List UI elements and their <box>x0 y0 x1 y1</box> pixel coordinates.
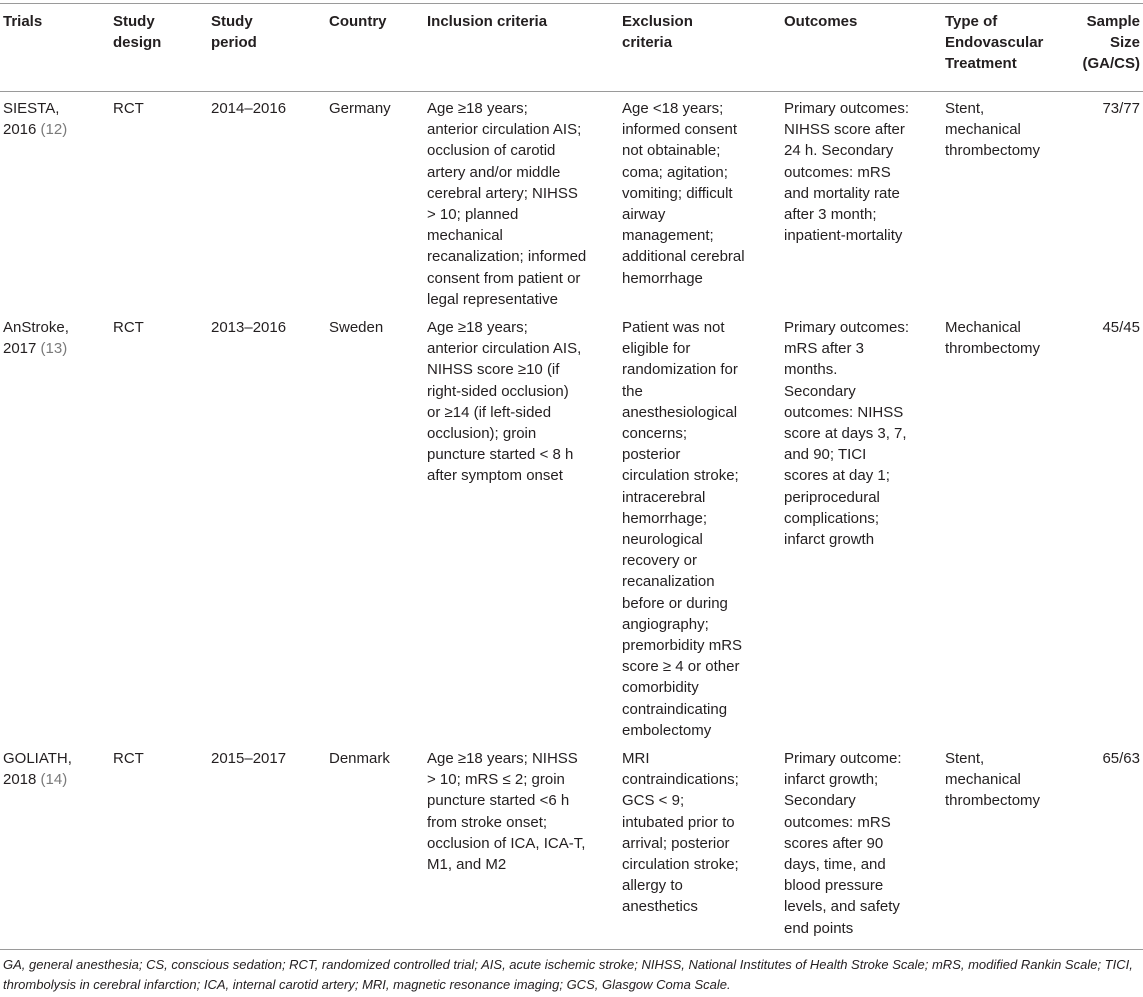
header-exclusion-criteria: Exclusion criteria <box>622 13 693 52</box>
row-siesta-country: Germany <box>329 100 391 117</box>
row-goliath-trial <box>3 748 72 790</box>
row-siesta-inclusion: Age ≥18 years; anterior circulation AIS; occlusion of carotid artery and/or middle cerebral artery; NIHSS > 10; planned mechanical recanalization; informed consent from patient or legal representative <box>427 100 587 308</box>
reference-link[interactable]: (13) <box>40 340 68 358</box>
header-treatment-type: Type of Endovascular Treatment <box>945 13 1044 73</box>
header-country: Country <box>329 13 387 30</box>
header-study-design: Study design <box>113 13 162 52</box>
row-siesta-trial <box>3 98 67 140</box>
row-goliath-treatment: Stent, mechanical thrombectomy <box>945 750 1041 810</box>
table-top-rule <box>0 3 1143 4</box>
row-siesta-sample: 73/77 <box>1102 100 1140 117</box>
row-goliath-period: 2015–2017 <box>211 750 287 767</box>
row-goliath-sample: 65/63 <box>1102 750 1140 767</box>
trial-name: AnStroke, 2017 <box>3 319 69 358</box>
row-anstroke-trial <box>3 317 69 359</box>
row-goliath-inclusion: Age ≥18 years; NIHSS > 10; mRS ≤ 2; groin puncture started <6 h from stroke onset; occlusion of ICA, ICA-T, M1, and M2 <box>427 750 586 874</box>
header-outcomes: Outcomes <box>784 13 858 30</box>
row-anstroke-outcomes: Primary outcomes: mRS after 3 months. Secondary outcomes: NIHSS score at days 3, 7, and 90; TICI scores at day 1; periprocedural complications; infarct growth <box>784 319 910 549</box>
row-siesta-design: RCT <box>113 100 144 117</box>
row-anstroke-country: Sweden <box>329 319 384 336</box>
row-siesta-period: 2014–2016 <box>211 100 287 117</box>
table-bottom-rule <box>0 949 1143 950</box>
header-sample-size: Sample Size (GA/CS) <box>1082 13 1140 73</box>
row-anstroke-sample: 45/45 <box>1102 319 1140 336</box>
header-inclusion-criteria: Inclusion criteria <box>427 13 548 30</box>
row-goliath-exclusion: MRI contraindications; GCS < 9; intubated prior to arrival; posterior circulation stroke; allergy to anesthetics <box>622 750 739 916</box>
row-siesta-exclusion: Age <18 years; informed consent not obtainable; coma; agitation; vomiting; difficult airway management; additional cerebral hemorrhage <box>622 100 745 287</box>
trial-name: GOLIATH, 2018 <box>3 750 72 789</box>
row-siesta-outcomes: Primary outcomes: NIHSS score after 24 h. Secondary outcomes: mRS and mortality rate after 3 month; inpatient-mortality <box>784 100 910 245</box>
row-goliath-design: RCT <box>113 750 144 767</box>
reference-link[interactable]: (12) <box>40 121 68 139</box>
row-anstroke-exclusion: Patient was not eligible for randomization for the anesthesiological concerns; posterior circulation stroke; intracerebral hemorrhage; neurological recovery or recanalization before or during angiography; premorbidity mRS score ≥ 4 or other comorbidity contraindicating embolectomy <box>622 319 743 739</box>
row-anstroke-treatment: Mechanical thrombectomy <box>945 319 1041 358</box>
row-anstroke-inclusion: Age ≥18 years; anterior circulation AIS, NIHSS score ≥10 (if right-sided occlusion) or ≥14 (if left-sided occlusion); groin puncture started < 8 h after symptom onset <box>427 319 582 485</box>
header-study-period: Study period <box>211 13 257 52</box>
row-anstroke-design: RCT <box>113 319 144 336</box>
row-siesta-treatment: Stent, mechanical thrombectomy <box>945 100 1041 160</box>
row-anstroke-period: 2013–2016 <box>211 319 287 336</box>
header-rule <box>0 91 1143 92</box>
header-trials: Trials <box>3 13 43 30</box>
row-goliath-outcomes: Primary outcome: infarct growth; Secondary outcomes: mRS scores after 90 days, time, and blood pressure levels, and safety end points <box>784 750 902 937</box>
table-footnote: GA, general anesthesia; CS, conscious sedation; RCT, randomized controlled trial; AIS, acute ischemic stroke; NIHSS, National Institutes of Health Stroke Scale; mRS, modified Rankin Scale; TICI, thrombolysis in cerebral infarction; ICA, internal carotid artery; MRI, magnetic resonance imaging; GCS, Glasgow Coma Scale. <box>3 957 1133 992</box>
reference-link[interactable]: (14) <box>40 771 68 789</box>
trial-name: SIESTA, 2016 <box>3 100 60 139</box>
row-goliath-country: Denmark <box>329 750 390 767</box>
